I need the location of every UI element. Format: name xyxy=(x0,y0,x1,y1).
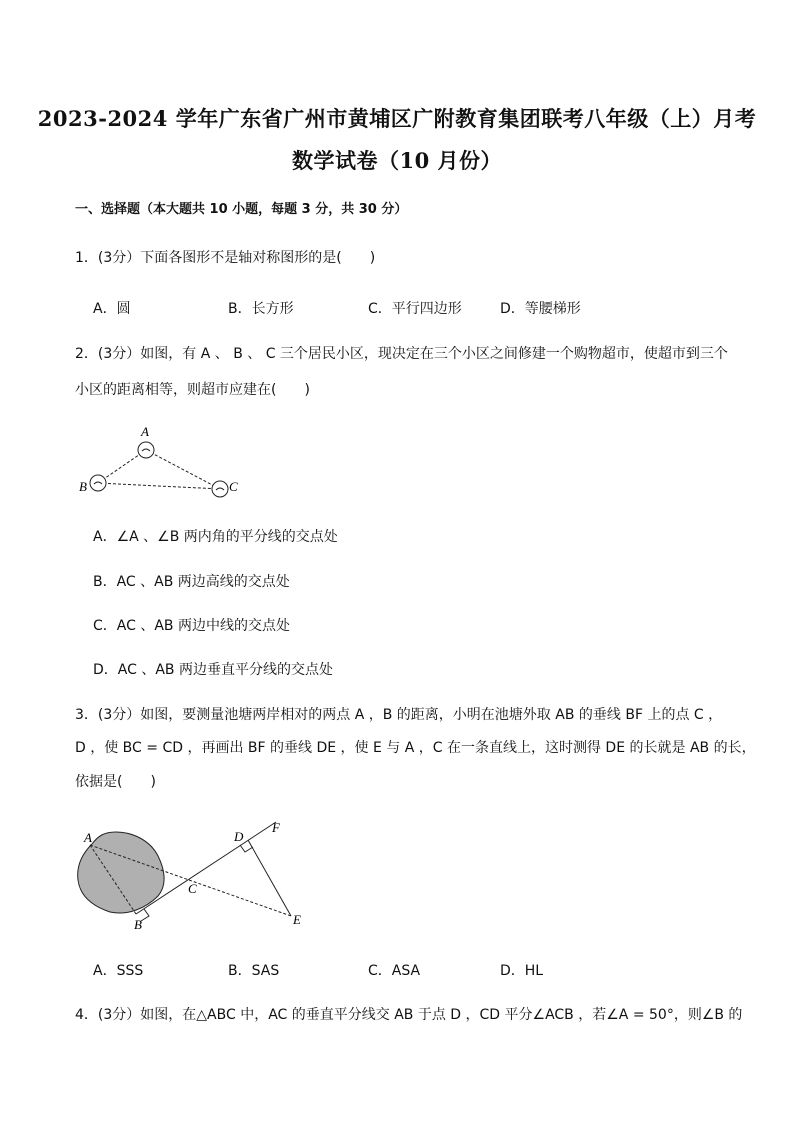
q2-circle-c xyxy=(212,481,228,497)
q1-stem: 1．(3分）下面各图形不是轴对称图形的是( ) xyxy=(75,250,376,266)
title-line-2: 数学试卷（10 月份） xyxy=(291,148,503,173)
q3-line-de xyxy=(248,840,291,916)
q2-triangle-figure xyxy=(70,420,250,505)
q3-label-c: C xyxy=(188,881,197,896)
q3-stem-line-2: D ，使 BC = CD ，再画出 BF 的垂线 DE ，使 E 与 A ，C 在一条直线上，这时测得 DE 的长就是 AB 的长， xyxy=(75,740,756,756)
q3-stem-line-1: 3．(3分）如图，要测量池塘两岸相对的两点 A ，B 的距离，小明在池塘外取 AB 的垂线 BF 上的点 C ， xyxy=(75,707,723,723)
section-heading: 一、选择题（本大题共 10 小题，每题 3 分，共 30 分） xyxy=(75,202,408,217)
q2-side-ab xyxy=(98,450,146,483)
q2-option-d: D．AC 、AB 两边垂直平分线的交点处 xyxy=(93,662,333,678)
q1-option-c: C．平行四边形 xyxy=(368,301,462,317)
q3-option-c: C．ASA xyxy=(368,963,421,979)
q2-circle-a xyxy=(138,442,154,458)
q2-stem-line-2: 小区的距离相等，则超市应建在( ) xyxy=(75,382,310,398)
q1-option-a: A．圆 xyxy=(93,301,131,317)
q3-label-e: E xyxy=(293,912,301,927)
q2-option-b: B．AC 、AB 两边高线的交点处 xyxy=(93,574,290,590)
q3-label-b: B xyxy=(134,917,142,932)
q3-option-b: B．SAS xyxy=(228,963,280,979)
q2-stem-line-1: 2．(3分）如图，有 A 、 B 、 C 三个居民小区，现决定在三个小区之间修建一个购物超市，使超市到三个 xyxy=(75,346,728,362)
q3-right-angle-b xyxy=(141,909,149,921)
q2-label-a: A xyxy=(141,424,149,439)
q2-label-b: B xyxy=(79,479,87,494)
q2-side-bc xyxy=(98,483,220,489)
q1-option-b: B．长方形 xyxy=(228,301,294,317)
q3-pond-figure xyxy=(70,812,320,937)
q2-option-c: C．AC 、AB 两边中线的交点处 xyxy=(93,618,290,634)
q2-label-c: C xyxy=(229,479,238,494)
q1-option-d: D．等腰梯形 xyxy=(500,301,581,317)
q2-side-ac xyxy=(146,450,220,489)
q3-label-f: F xyxy=(272,820,280,835)
q3-stem-line-3: 依据是( ) xyxy=(75,774,156,790)
q3-label-a: A xyxy=(84,830,92,845)
q4-stem-line-1: 4．(3分）如图，在△ABC 中，AC 的垂直平分线交 AB 于点 D ，CD 平分∠ACB ，若∠A = 50°，则∠B 的 xyxy=(75,1007,743,1023)
q3-option-d: D．HL xyxy=(500,963,544,979)
q3-option-a: A．SSS xyxy=(93,963,144,979)
q2-option-a: A．∠A 、∠B 两内角的平分线的交点处 xyxy=(93,529,338,545)
q3-label-d: D xyxy=(234,829,244,844)
q2-circle-b xyxy=(90,475,106,491)
title-line-1: 2023-2024 学年广东省广州市黄埔区广附教育集团联考八年级（上）月考 xyxy=(37,106,757,131)
